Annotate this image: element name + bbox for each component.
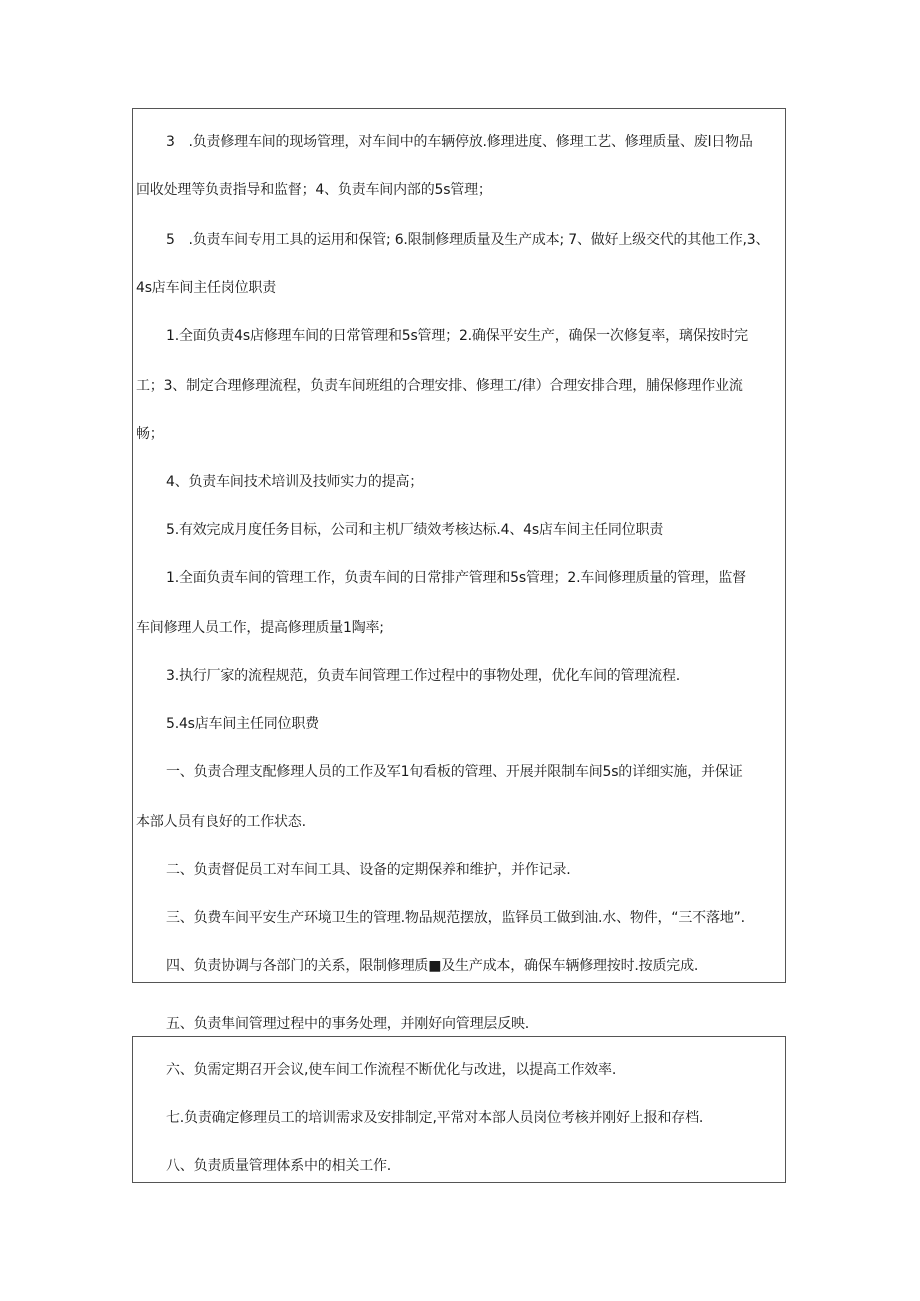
paragraph-line: 五、负责隼间管理过程中的事务处理，并刚好向管理层反映.	[166, 1016, 530, 1032]
paragraph-line: 4s店车间主任岗位职责	[136, 280, 277, 296]
paragraph-line: 四、负责协调与各部门的关系，限制修理质■及生产成本，确保车辆修理按时.按质完成.	[166, 958, 699, 974]
paragraph-line: 工；3、制定合理修理流程，负责车间班组的合理安排、修理工/律）合理安排合理，脯保修理作业流	[136, 378, 743, 394]
paragraph-line: 5.有效完成月度任务目标，公司和主机厂绩效考核达标.4、4s店车间主任同位职责	[166, 522, 664, 538]
paragraph-line: 六、负需定期召开会议,使车间工作流程不断优化与改进，以提高工作效率.	[166, 1062, 617, 1078]
paragraph-line: 车间修理人员工作，提高修理质量1陶率;	[136, 620, 384, 636]
paragraph-line: 4、负责车间技术培训及技师实力的提高；	[166, 474, 424, 490]
paragraph-line: 回收处理等负责指导和监督；4、负责车间内部的5s管理；	[136, 182, 492, 198]
paragraph-line: 三、负费车间平安生产环境卫生的管理.物品规范摆放，监铎员工做到油.水、物件，“三不落地”.	[166, 910, 745, 926]
paragraph-line: 七.负责确定修理员工的培训需求及安排制定,平常对本部人员岗位考核并刚好上报和存档.	[166, 1110, 704, 1126]
paragraph-line: 1.全面负责车间的管理工作，负责车间的日常排产管理和5s管理；2.车间修理质量的管理，监督	[166, 570, 746, 586]
paragraph-line: 1.全面负责4s店修理车间的日常管理和5s管理；2.确保平安生产，确保一次修复率，璃保按时完	[166, 328, 748, 344]
paragraph-line: 3.执行厂家的流程规范，负责车间管理工作过程中的事物处理，优化车间的管理流程.	[166, 668, 681, 684]
paragraph-line: 5.4s店车间主任同位职费	[166, 716, 319, 732]
paragraph-line: 一、负责合理支配修理人员的工作及军1旬看板的管理、开展并限制车间5s的详细实施，并保证	[166, 764, 743, 780]
paragraph-line: 八、负责质量管理体系中的相关工作.	[166, 1158, 392, 1174]
paragraph-line: 5 .负责车间专用工具的运用和保管; 6.限制修理质量及生产成本; 7、做好上级交代的其他工作,3、	[166, 232, 770, 248]
paragraph-line: 二、负责督促员工对车间工具、设备的定期保养和维护，并作记录.	[166, 862, 571, 878]
paragraph-line: 3 .负责修理车间的现场管理，对车间中的车辆停放.修理进度、修理工艺、修理质量、废l日物品	[166, 134, 753, 150]
paragraph-line: 畅；	[136, 426, 164, 442]
paragraph-line: 本部人员有良好的工作状态.	[136, 814, 306, 830]
